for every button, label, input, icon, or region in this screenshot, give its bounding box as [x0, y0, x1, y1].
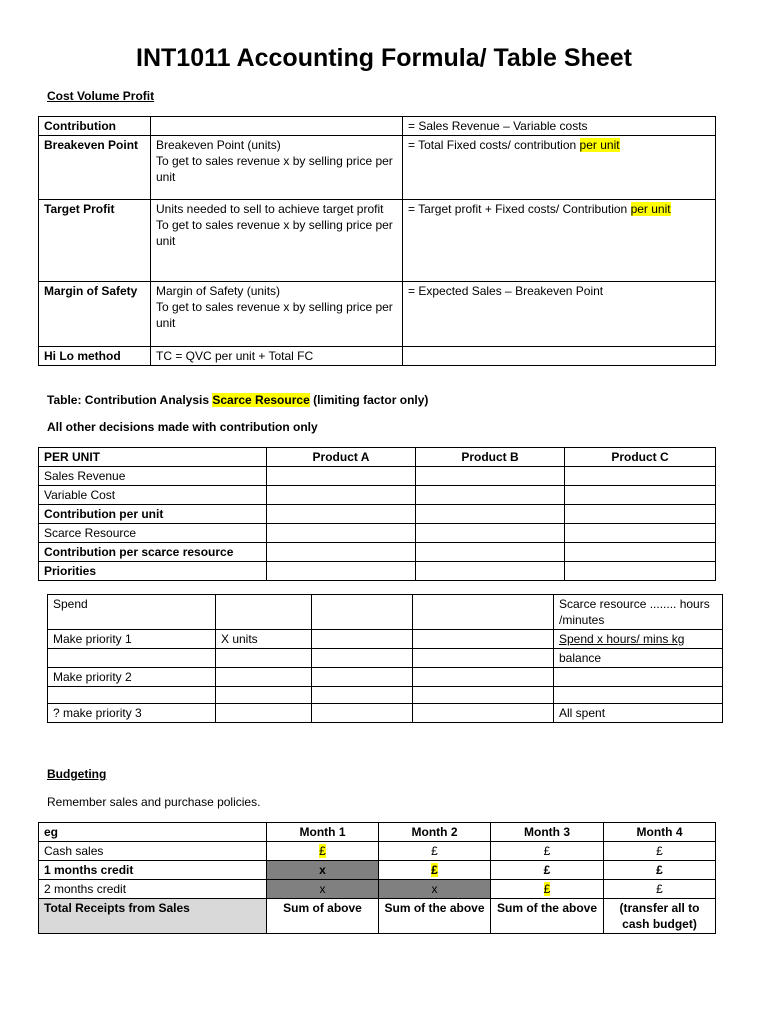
row-label: 1 months credit	[39, 861, 267, 880]
cell	[267, 486, 416, 505]
cvp-label: Target Profit	[39, 200, 151, 282]
total-label: Total Receipts from Sales	[39, 899, 267, 934]
cell: £	[604, 880, 716, 899]
cell	[413, 704, 554, 723]
budgeting-heading: Budgeting	[47, 767, 107, 781]
cell	[216, 687, 312, 704]
cvp-table	[38, 116, 716, 366]
cell	[267, 505, 416, 524]
row-label: Cash sales	[39, 842, 267, 861]
row-label: Variable Cost	[39, 486, 267, 505]
cell: £	[491, 880, 604, 899]
cvp-label: Breakeven Point	[39, 136, 151, 200]
header-cell: Product B	[416, 448, 565, 467]
cell	[216, 595, 312, 630]
cell: x	[267, 861, 379, 880]
cell	[565, 467, 716, 486]
header-cell: Month 1	[267, 823, 379, 842]
cvp-label: Margin of Safety	[39, 282, 151, 347]
make-priority-1: Make priority 1	[48, 630, 216, 649]
header-cell: PER UNIT	[39, 448, 267, 467]
spend-table	[47, 594, 723, 723]
cell	[312, 704, 413, 723]
cell: £	[379, 861, 491, 880]
cell	[416, 524, 565, 543]
cell: £	[491, 842, 604, 861]
cell	[416, 562, 565, 581]
cell	[216, 704, 312, 723]
header-cell: Month 3	[491, 823, 604, 842]
cvp-mid	[151, 117, 403, 136]
row-label: Contribution per scarce resource	[39, 543, 267, 562]
balance: balance	[554, 649, 723, 668]
row-label: Priorities	[39, 562, 267, 581]
all-spent: All spent	[554, 704, 723, 723]
cvp-mid: Breakeven Point (units) To get to sales revenue x by selling price per unit	[151, 136, 403, 200]
cvp-formula: = Expected Sales – Breakeven Point	[403, 282, 716, 347]
make-priority-2: Make priority 2	[48, 668, 216, 687]
cell	[554, 668, 723, 687]
cell	[565, 562, 716, 581]
cell	[565, 486, 716, 505]
cvp-mid: TC = QVC per unit + Total FC	[151, 347, 403, 366]
cvp-label: Contribution	[39, 117, 151, 136]
budget-table	[38, 822, 716, 934]
header-cell: Month 2	[379, 823, 491, 842]
cell	[416, 486, 565, 505]
cell	[312, 595, 413, 630]
cell: £	[267, 842, 379, 861]
cell: £	[379, 842, 491, 861]
page-title: INT1011 Accounting Formula/ Table Sheet	[136, 44, 632, 72]
contribution-analysis-heading: Table: Contribution Analysis Scarce Resource (limiting factor only)	[47, 393, 429, 407]
spend-label: Spend	[48, 595, 216, 630]
cell	[565, 524, 716, 543]
total-cell: Sum of the above	[379, 899, 491, 934]
row-label: 2 months credit	[39, 880, 267, 899]
header-cell: Product C	[565, 448, 716, 467]
spend-formula: Spend x hours/ mins kg	[554, 630, 723, 649]
cell	[413, 668, 554, 687]
scarce-resource-note: Scarce resource ........ hours /minutes	[554, 595, 723, 630]
cell	[216, 668, 312, 687]
cell	[216, 649, 312, 668]
cell	[312, 687, 413, 704]
cell	[554, 687, 723, 704]
row-label: Contribution per unit	[39, 505, 267, 524]
cvp-mid: Units needed to sell to achieve target profit To get to sales revenue x by selling price per unit	[151, 200, 403, 282]
cvp-formula	[403, 347, 716, 366]
cell	[565, 505, 716, 524]
cell	[413, 595, 554, 630]
total-cell: Sum of the above	[491, 899, 604, 934]
x-units: X units	[216, 630, 312, 649]
header-cell: eg	[39, 823, 267, 842]
cell	[48, 649, 216, 668]
cell	[48, 687, 216, 704]
cell	[413, 649, 554, 668]
cell	[416, 467, 565, 486]
total-cell: Sum of above	[267, 899, 379, 934]
row-label: Sales Revenue	[39, 467, 267, 486]
cell: x	[267, 880, 379, 899]
row-label: Scarce Resource	[39, 524, 267, 543]
header-cell: Month 4	[604, 823, 716, 842]
cvp-heading: Cost Volume Profit	[47, 89, 155, 103]
cell	[312, 668, 413, 687]
make-priority-3: ? make priority 3	[48, 704, 216, 723]
cell	[413, 630, 554, 649]
cell	[312, 630, 413, 649]
cell	[267, 467, 416, 486]
cell: x	[379, 880, 491, 899]
cvp-formula: = Sales Revenue – Variable costs	[403, 117, 716, 136]
total-cell: (transfer all to cash budget)	[604, 899, 716, 934]
cvp-formula: = Target profit + Fixed costs/ Contribution per unit	[403, 200, 716, 282]
cvp-formula: = Total Fixed costs/ contribution per unit	[403, 136, 716, 200]
cell: £	[604, 842, 716, 861]
cell	[312, 649, 413, 668]
budgeting-note: Remember sales and purchase policies.	[47, 795, 261, 809]
contribution-analysis-table	[38, 447, 716, 581]
header-cell: Product A	[267, 448, 416, 467]
cvp-mid: Margin of Safety (units) To get to sales revenue x by selling price per unit	[151, 282, 403, 347]
cvp-label: Hi Lo method	[39, 347, 151, 366]
cell	[565, 543, 716, 562]
cell	[413, 687, 554, 704]
cell	[267, 543, 416, 562]
cell	[416, 543, 565, 562]
cell	[267, 562, 416, 581]
cell: £	[491, 861, 604, 880]
contribution-analysis-subheading: All other decisions made with contribution only	[47, 420, 318, 434]
cell	[416, 505, 565, 524]
cell: £	[604, 861, 716, 880]
cell	[267, 524, 416, 543]
